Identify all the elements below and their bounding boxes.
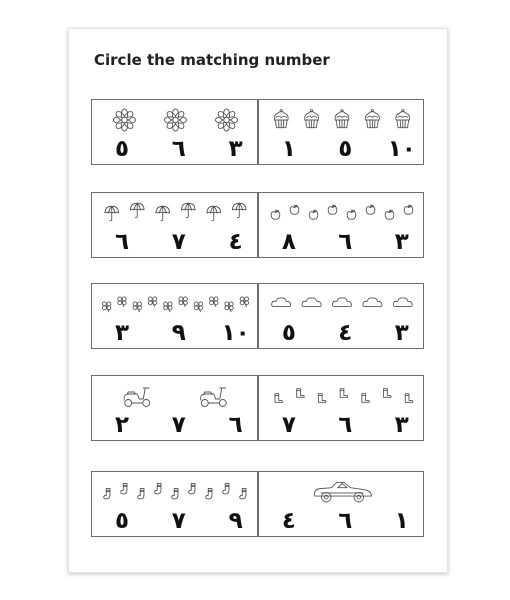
sock-icon (240, 488, 246, 499)
apple-icon (366, 205, 375, 214)
cloud-icon (272, 298, 291, 307)
cupcake-icon (274, 110, 288, 128)
worksheet-page (68, 28, 448, 573)
number-choice[interactable]: ٧ (281, 412, 296, 438)
number-choice[interactable]: ٧ (171, 229, 186, 255)
boot-icon (340, 389, 347, 398)
cupcake-icon (365, 110, 379, 128)
number-choice[interactable]: ٣ (394, 229, 409, 255)
number-choice[interactable]: ٦ (338, 229, 353, 255)
cloud-icon (363, 298, 382, 307)
cell-umbrellas (91, 192, 258, 258)
umbrella-icon (131, 203, 145, 217)
boot-icon (384, 389, 391, 398)
number-choice[interactable]: ٦ (338, 508, 353, 534)
clover-icon (194, 302, 202, 312)
flower-icon (164, 109, 186, 131)
cloud-icon (393, 298, 412, 307)
number-choice[interactable]: ٣ (228, 136, 243, 162)
number-choice[interactable]: ٥ (281, 320, 296, 346)
cell-cars (258, 471, 424, 537)
sock-icon (206, 488, 212, 499)
sock-icon (172, 488, 178, 499)
cupcake-icon (396, 110, 410, 128)
cell-clouds (258, 283, 424, 349)
cupcake-icon (305, 110, 319, 128)
clover-icon (118, 297, 126, 307)
apple-icon (290, 205, 299, 214)
number-choice[interactable]: ٥ (115, 508, 130, 534)
cell-scooters (91, 375, 258, 441)
clover-icon (179, 297, 187, 307)
clover-icon (133, 302, 141, 312)
flower-icon (215, 109, 237, 131)
boot-icon (405, 394, 412, 403)
number-choice[interactable]: ٣ (115, 320, 130, 346)
sock-icon (104, 488, 110, 499)
boot-icon (297, 389, 304, 398)
scooter-icon (124, 388, 150, 407)
page-title: Circle the matching number (94, 51, 330, 69)
number-choice[interactable]: ٧ (171, 412, 186, 438)
cell-socks (91, 471, 258, 537)
number-choice[interactable]: ٣ (394, 320, 409, 346)
umbrella-icon (105, 206, 119, 220)
number-choice[interactable]: ٦ (115, 229, 130, 255)
number-choice[interactable]: ٢ (115, 412, 130, 438)
number-choice[interactable]: ٩ (171, 320, 186, 346)
sock-icon (223, 483, 229, 494)
cloud-icon (332, 298, 351, 307)
clover-icon (225, 302, 233, 312)
cell-apples (258, 192, 424, 258)
clover-icon (210, 297, 218, 307)
sock-icon (138, 488, 144, 499)
cell-boots (258, 375, 424, 441)
boot-icon (362, 394, 369, 403)
boot-icon (318, 394, 325, 403)
umbrella-icon (156, 206, 170, 220)
number-choice[interactable]: ١ (281, 136, 296, 162)
number-choice[interactable]: ١ (394, 508, 409, 534)
cloud-icon (302, 298, 321, 307)
number-choice[interactable]: ٩ (228, 508, 243, 534)
umbrella-icon (233, 203, 247, 217)
apple-icon (328, 205, 337, 214)
sock-icon (189, 483, 195, 494)
umbrella-icon (207, 206, 221, 220)
number-choice[interactable]: ٦ (228, 412, 243, 438)
clover-icon (240, 297, 248, 307)
umbrella-icon (182, 203, 196, 217)
flower-icon (113, 109, 135, 131)
number-choice[interactable]: ٣ (394, 412, 409, 438)
cupcake-icon (335, 110, 349, 128)
cell-cupcakes (258, 99, 424, 165)
number-choice[interactable]: ٦ (171, 136, 186, 162)
number-choice[interactable]: ٦ (338, 412, 353, 438)
scooter-icon (201, 388, 227, 407)
number-choice[interactable]: ٧ (171, 508, 186, 534)
number-choice[interactable]: ١٠ (387, 136, 416, 162)
apple-icon (309, 210, 318, 219)
number-choice[interactable]: ٤ (228, 229, 243, 255)
cell-clovers (91, 283, 258, 349)
number-choice[interactable]: ٤ (281, 508, 296, 534)
apple-icon (347, 210, 356, 219)
clover-icon (164, 302, 172, 312)
number-choice[interactable]: ١٠ (221, 320, 250, 346)
number-choice[interactable]: ٨ (281, 229, 296, 255)
apple-icon (385, 210, 394, 219)
number-choice[interactable]: ٥ (115, 136, 130, 162)
number-choice[interactable]: ٤ (338, 320, 353, 346)
sock-icon (121, 483, 127, 494)
cell-flowers (91, 99, 258, 165)
boot-icon (275, 394, 282, 403)
apple-icon (271, 210, 280, 219)
car-icon (315, 482, 372, 501)
number-choice[interactable]: ٥ (338, 136, 353, 162)
apple-icon (404, 205, 413, 214)
clover-icon (148, 297, 156, 307)
sock-icon (155, 483, 161, 494)
clover-icon (102, 302, 110, 312)
